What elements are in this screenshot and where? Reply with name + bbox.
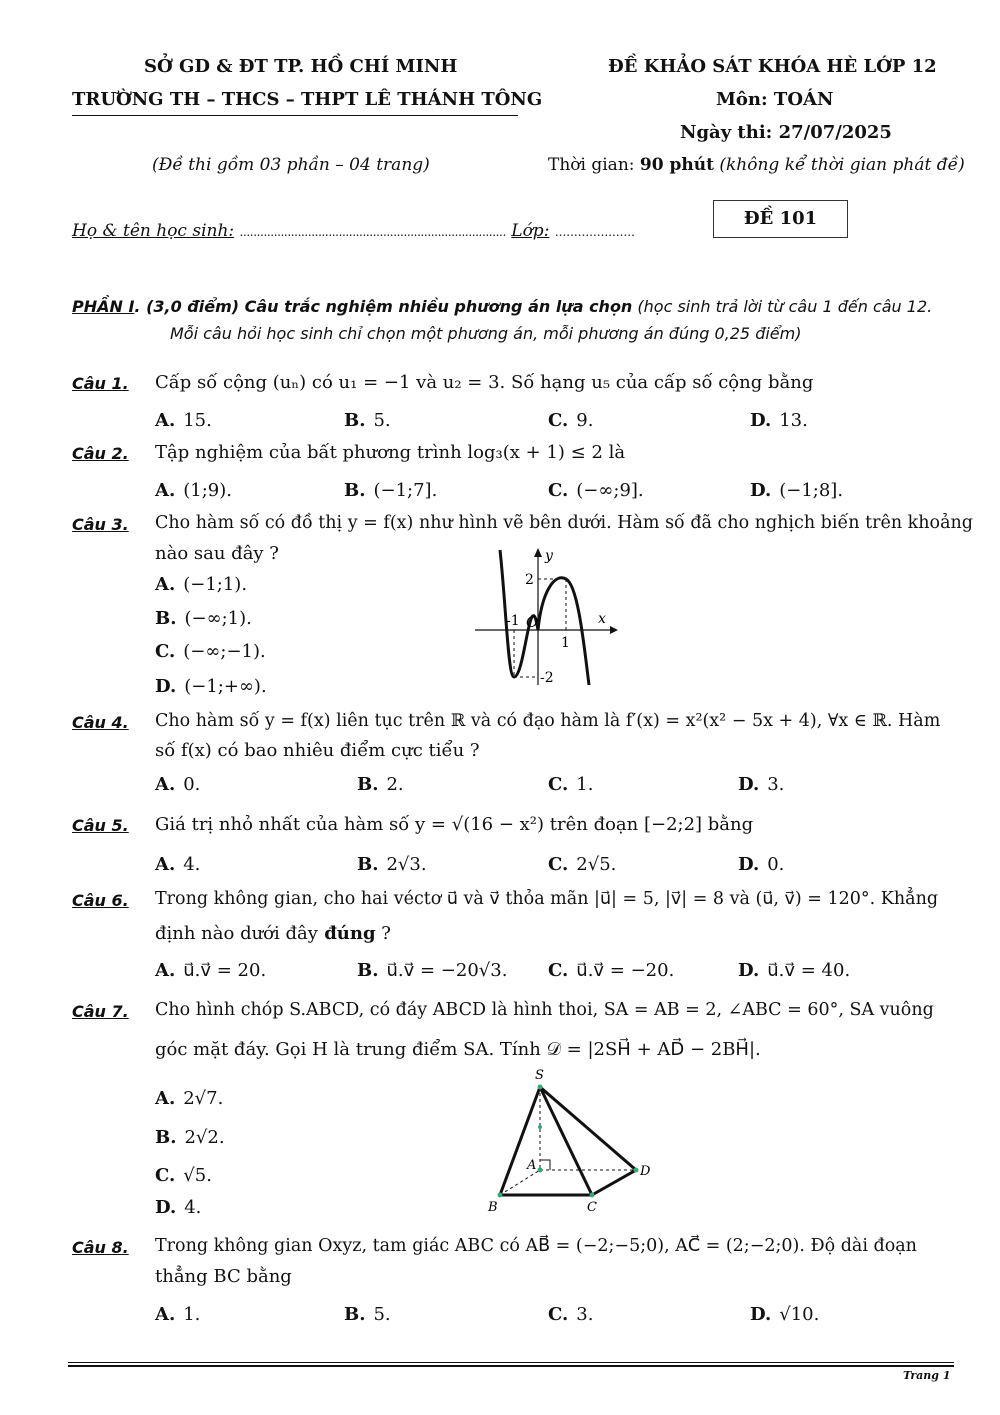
tick-1: 1 [561, 635, 570, 651]
option-value: u⃗.v⃗ = −20. [576, 960, 675, 981]
class-label: Lớp: [511, 221, 550, 241]
option-letter: B. [155, 1127, 177, 1148]
q7-text-line2: góc mặt đáy. Gọi H là trung điểm SA. Tính 𝒟 = |2SH⃗ + AD⃗ − 2BH⃗|. [155, 1039, 761, 1060]
q6-option-a[interactable] [155, 960, 266, 981]
q7-option-a[interactable] [155, 1088, 223, 1109]
vertex-c [590, 1193, 595, 1198]
part1-title: PHẦN I [72, 297, 135, 316]
option-letter: C. [155, 1165, 176, 1186]
q5-option-d[interactable] [738, 854, 784, 875]
option-value: 2√2. [184, 1127, 225, 1148]
option-letter: C. [548, 960, 569, 981]
q6-number: Câu 6. [72, 891, 129, 910]
q1-option-b[interactable] [344, 410, 391, 431]
x-axis-arrow [610, 626, 618, 634]
q2-text: Tập nghiệm của bất phương trình log₃(x + 1) ≤ 2 là [155, 442, 626, 463]
option-value: (−∞;1). [184, 608, 252, 629]
option-letter: B. [357, 960, 379, 981]
option-letter: B. [344, 480, 366, 501]
dept-name: SỞ GD & ĐT TP. HỒ CHÍ MINH [144, 56, 458, 77]
part1-desc-line2: Mỗi câu hỏi học sinh chỉ chọn một phương án, mỗi phương án đúng 0,25 điểm) [170, 324, 802, 343]
option-value: u⃗.v⃗ = 40. [767, 960, 851, 981]
q2-option-a[interactable] [155, 480, 232, 501]
option-value: (−1;8]. [779, 480, 844, 501]
label-a: A [527, 1158, 537, 1173]
edge-sd [540, 1087, 636, 1170]
q6-text2-end: ? [375, 923, 391, 944]
q4-option-b[interactable] [357, 774, 404, 795]
q5-option-b[interactable] [357, 854, 427, 875]
option-letter: A. [155, 480, 176, 501]
option-value: (−∞;−1). [183, 641, 266, 662]
option-value: 15. [183, 410, 212, 431]
footer-rule-bottom [68, 1365, 954, 1367]
part1-desc-rest: (học sinh trả lời từ câu 1 đến câu 12. [632, 297, 933, 316]
q3-option-b[interactable] [155, 608, 252, 629]
q8-text: Trong không gian Oxyz, tam giác ABC có AB⃗ = (−2;−5;0), AC⃗ = (2;−2;0). Độ dài đoạn [155, 1236, 917, 1256]
q6-option-b[interactable] [357, 960, 507, 981]
option-letter: A. [155, 854, 176, 875]
option-letter: D. [738, 960, 760, 981]
q7-option-c[interactable] [155, 1165, 212, 1186]
option-value: 0. [767, 854, 785, 875]
option-letter: D. [750, 480, 772, 501]
q6-text2-start: định nào dưới đây [155, 923, 318, 944]
option-value: 1. [183, 1304, 201, 1325]
option-value: √5. [183, 1165, 212, 1186]
q7-option-d[interactable] [155, 1197, 201, 1218]
option-value: (−1;1). [183, 574, 248, 595]
option-value: u⃗.v⃗ = 20. [183, 960, 267, 981]
q1-text: Cấp số cộng (uₙ) có u₁ = −1 và u₂ = 3. Số hạng u₅ của cấp số cộng bằng [155, 372, 814, 393]
option-value: 0. [183, 774, 201, 795]
q6-text2-bold: đúng [317, 923, 376, 944]
option-letter: C. [548, 1304, 569, 1325]
q5-number: Câu 5. [72, 816, 129, 835]
q8-option-b[interactable] [344, 1304, 391, 1325]
option-value: 2√7. [183, 1088, 224, 1109]
option-letter: B. [155, 608, 177, 629]
label-b: B [488, 1200, 498, 1215]
school-name: TRƯỜNG TH – THCS – THPT LÊ THÁNH TÔNG [72, 89, 543, 110]
edge-cd [592, 1170, 636, 1195]
option-letter: D. [750, 1304, 772, 1325]
q5-text: Giá trị nhỏ nhất của hàm số y = √(16 − x²) trên đoạn [−2;2] bằng [155, 814, 754, 835]
subject: Môn: TOÁN [716, 89, 834, 110]
edge-sc [540, 1087, 592, 1195]
label-s: S [535, 1068, 544, 1083]
option-value: 2√3. [386, 854, 427, 875]
option-letter: A. [155, 960, 176, 981]
option-letter: D. [155, 1197, 177, 1218]
option-letter: C. [548, 854, 569, 875]
y-label: y [545, 548, 553, 564]
q2-option-d[interactable] [750, 480, 843, 501]
q6-text: Trong không gian, cho hai véctơ u⃗ và v⃗ thỏa mãn |u⃗| = 5, |v⃗| = 8 và (u⃗, v⃗) = 120°. Khẳng [155, 889, 939, 909]
q8-option-a[interactable] [155, 1304, 200, 1325]
label-d: D [640, 1164, 651, 1179]
vertex-b [498, 1193, 503, 1198]
q8-text-line2: thẳng BC bằng [155, 1266, 292, 1287]
option-letter: D. [738, 774, 760, 795]
exam-pages-note: (Đề thi gồm 03 phần – 04 trang) [152, 155, 430, 175]
point-h [538, 1125, 542, 1129]
option-letter: D. [155, 676, 177, 697]
option-letter: A. [155, 574, 176, 595]
option-value: 5. [373, 1304, 391, 1325]
q8-number: Câu 8. [72, 1238, 129, 1257]
option-letter: B. [344, 410, 366, 431]
tick-neg2: -2 [540, 670, 554, 686]
q4-option-d[interactable] [738, 774, 784, 795]
option-letter: D. [738, 854, 760, 875]
option-letter: A. [155, 410, 176, 431]
student-name-line [72, 221, 635, 241]
option-letter: B. [357, 854, 379, 875]
option-value: 9. [576, 410, 594, 431]
q1-option-a[interactable] [155, 410, 212, 431]
q1-option-d[interactable] [750, 410, 808, 431]
exam-title: ĐỀ KHẢO SÁT KHÓA HÈ LỚP 12 [608, 56, 937, 77]
option-letter: C. [548, 774, 569, 795]
option-value: 1. [576, 774, 594, 795]
q1-option-c[interactable] [548, 410, 593, 431]
vertex-a [538, 1168, 543, 1173]
option-value: 4. [183, 854, 201, 875]
option-letter: C. [548, 410, 569, 431]
option-value: 13. [779, 410, 808, 431]
q2-option-b[interactable] [344, 480, 437, 501]
q8-option-d[interactable] [750, 1304, 819, 1325]
origin-label: O [526, 613, 539, 631]
school-underline [72, 115, 518, 116]
part1-desc-bold: . (3,0 điểm) Câu trắc nghiệm nhiều phương án lựa chọn [134, 297, 633, 316]
time-label: Thời gian: [548, 155, 640, 175]
tick-2: 2 [525, 572, 534, 588]
q6-option-d[interactable] [738, 960, 850, 981]
q7-number: Câu 7. [72, 1002, 129, 1021]
q5-option-a[interactable] [155, 854, 200, 875]
option-value: (−1;+∞). [184, 676, 267, 697]
option-letter: A. [155, 1304, 176, 1325]
q4-number: Câu 4. [72, 713, 129, 732]
option-value: 4. [184, 1197, 202, 1218]
q8-option-c[interactable] [548, 1304, 593, 1325]
q3-number: Câu 3. [72, 515, 129, 534]
option-value: 2√5. [576, 854, 617, 875]
q6-option-c[interactable] [548, 960, 674, 981]
name-label: Họ & tên học sinh: [72, 221, 235, 241]
part1-heading [72, 297, 932, 316]
y-axis-arrow [534, 548, 542, 557]
q2-option-c[interactable] [548, 480, 644, 501]
option-letter: C. [155, 641, 176, 662]
q1-number: Câu 1. [72, 374, 129, 393]
name-dots: .............................................................................. [239, 225, 506, 239]
class-dots: ..................... [554, 225, 635, 239]
option-letter: A. [155, 774, 176, 795]
option-value: (−1;7]. [373, 480, 438, 501]
option-letter: B. [357, 774, 379, 795]
q3-option-d[interactable] [155, 676, 267, 697]
q6-text-line2 [155, 923, 391, 944]
exam-time [548, 155, 965, 175]
footer-rule-top [68, 1362, 954, 1363]
q7-option-b[interactable] [155, 1127, 225, 1148]
time-value: 90 phút [639, 155, 714, 175]
option-letter: C. [548, 480, 569, 501]
option-value: 3. [576, 1304, 594, 1325]
pyramid-figure [480, 1065, 660, 1215]
q3-option-c[interactable] [155, 641, 266, 662]
function-graph [470, 545, 620, 690]
label-c: C [587, 1200, 597, 1215]
q3-text-line2: nào sau đây ? [155, 543, 279, 564]
q4-option-a[interactable] [155, 774, 200, 795]
option-value: 3. [767, 774, 785, 795]
page-number: Trang 1 [903, 1369, 951, 1382]
q3-option-a[interactable] [155, 574, 247, 595]
q4-text-line2: số f(x) có bao nhiêu điểm cực tiểu ? [155, 740, 480, 761]
option-value: u⃗.v⃗ = −20√3. [386, 960, 508, 981]
option-letter: D. [750, 410, 772, 431]
vertex-d [634, 1168, 639, 1173]
x-label: x [598, 611, 606, 627]
q2-number: Câu 2. [72, 444, 129, 463]
q4-option-c[interactable] [548, 774, 593, 795]
q4-text: Cho hàm số y = f(x) liên tục trên ℝ và có đạo hàm là f′(x) = x²(x² − 5x + 4), ∀x ∈ ℝ. Hàm [155, 711, 941, 731]
vertex-s [538, 1085, 543, 1090]
option-value: √10. [779, 1304, 820, 1325]
q5-option-c[interactable] [548, 854, 616, 875]
q7-text: Cho hình chóp S.ABCD, có đáy ABCD là hình thoi, SA = AB = 2, ∠ABC = 60°, SA vuông [155, 1000, 934, 1020]
option-letter: B. [344, 1304, 366, 1325]
option-value: (1;9). [183, 480, 232, 501]
q3-text: Cho hàm số có đồ thị y = f(x) như hình vẽ bên dưới. Hàm số đã cho nghịch biến trên khoảng [155, 513, 973, 533]
option-value: 5. [373, 410, 391, 431]
exam-code-box: ĐỀ 101 [713, 200, 848, 238]
edge-sb [500, 1087, 540, 1195]
exam-date: Ngày thi: 27/07/2025 [680, 122, 892, 143]
time-note: (không kể thời gian phát đề) [713, 155, 965, 175]
option-letter: A. [155, 1088, 176, 1109]
tick-neg1: -1 [506, 613, 520, 629]
option-value: 2. [386, 774, 404, 795]
option-value: (−∞;9]. [576, 480, 644, 501]
